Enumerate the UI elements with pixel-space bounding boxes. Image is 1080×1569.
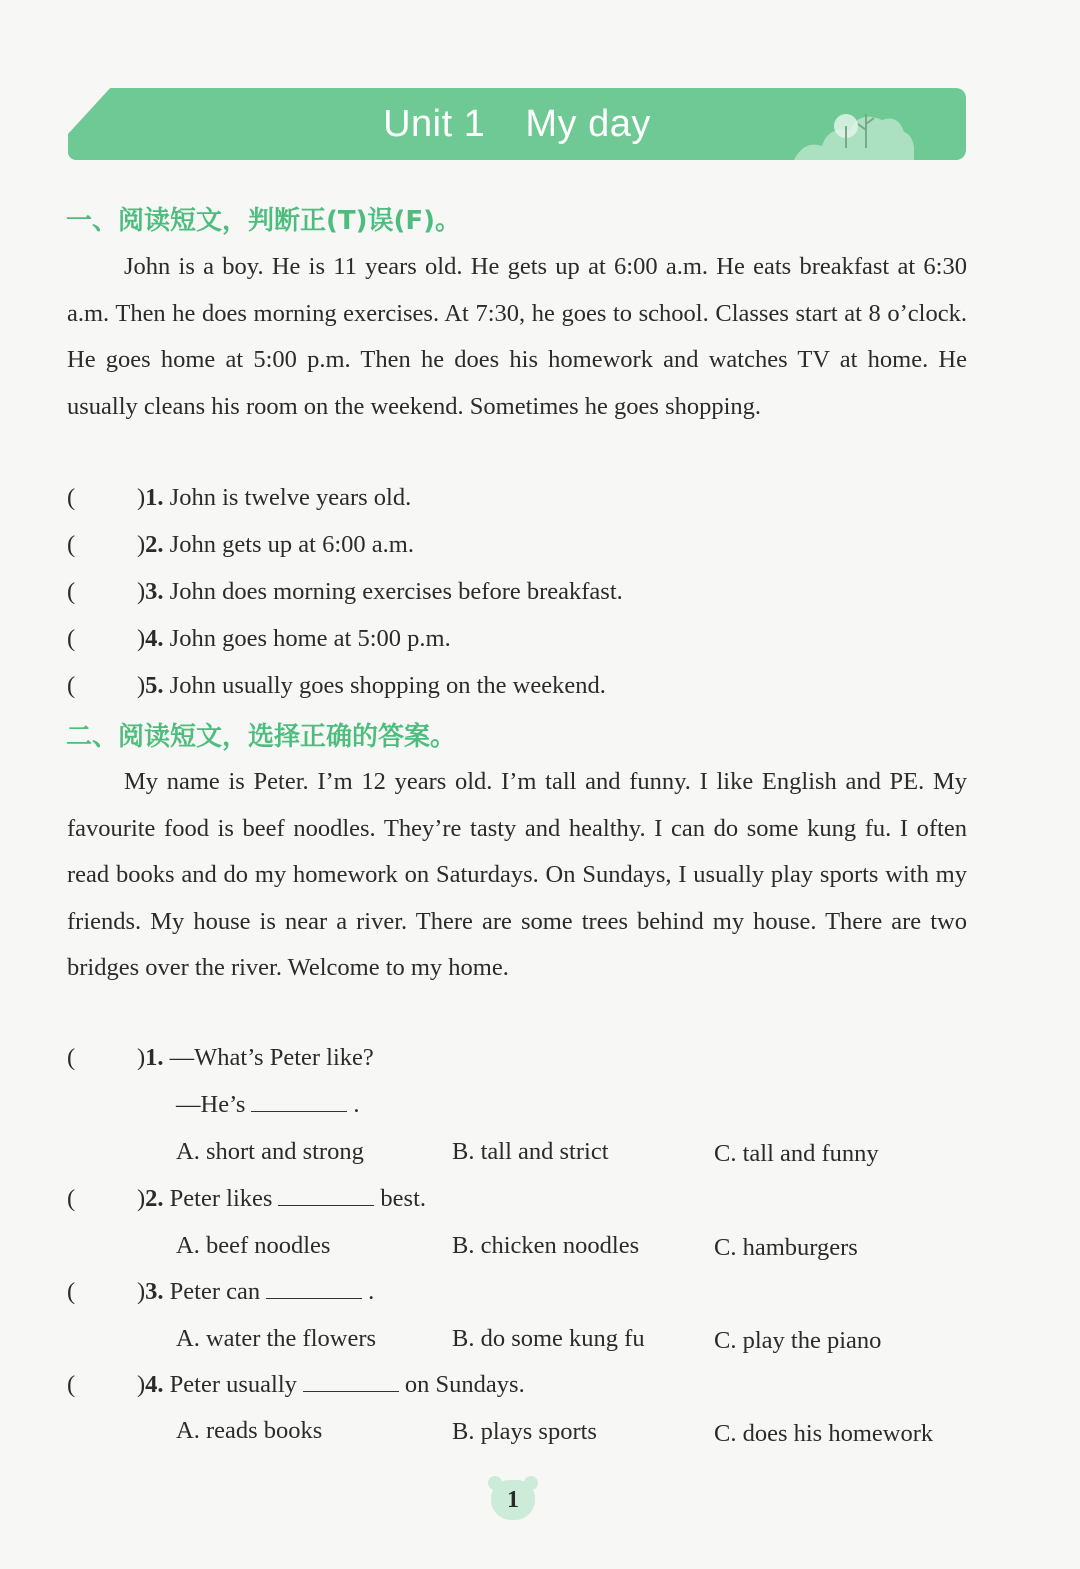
page-number: 1 [491, 1480, 535, 1520]
tf-question-5: ( )5. John usually goes shopping on the weekend. [67, 672, 606, 699]
answer-blank [278, 1185, 374, 1206]
tf-question-4: ( )4. John goes home at 5:00 p.m. [67, 625, 451, 652]
section2-title: 二、阅读短文，选择正确的答案。 [66, 722, 457, 752]
mc-question-2: ( )2. Peter likes best. [67, 1185, 427, 1212]
mc-question-4: ( )4. Peter usually on Sundays. [67, 1371, 525, 1398]
answer-blank [266, 1278, 362, 1299]
tf-question-3: ( )3. John does morning exercises before breakfast. [67, 578, 623, 605]
section1-passage: John is a boy. He is 11 years old. He gets up at 6:00 a.m. He eats breakfast at 6:30 a.m. Then he does morning exercises. At 7:30, he goes to school. Classes start at 8 o’clock. He goes home at 5:00 p.m. Then he does his homework and watches TV at home. He usually cleans his room on the weekend. Sometimes he goes shopping. [67, 253, 967, 420]
option-3c: C. play the piano [714, 1327, 882, 1354]
unit-label: Unit 1 [383, 103, 486, 145]
banner-fold [68, 86, 112, 134]
option-4a: A. reads books [176, 1417, 323, 1444]
option-4b: B. plays sports [452, 1418, 597, 1445]
mc-question-3: ( )3. Peter can . [67, 1278, 375, 1305]
section2-passage: My name is Peter. I’m 12 years old. I’m tall and funny. I like English and PE. My favourite food is beef noodles. They’re tasty and healthy. I can do some kung fu. I often read books and do my homework on Saturdays. On Sundays, I usually play sports with my friends. My house is near a river. There are some trees behind my house. There are two bridges over the river. Welcome to my home. [67, 768, 967, 981]
mc-question-1-answer-line: —He’s . [176, 1091, 360, 1118]
option-4c: C. does his homework [714, 1420, 934, 1447]
option-2c: C. hamburgers [714, 1234, 858, 1261]
answer-blank [251, 1091, 347, 1112]
option-2b: B. chicken noodles [452, 1232, 640, 1259]
option-3b: B. do some kung fu [452, 1325, 645, 1352]
tf-question-1: ( )1. John is twelve years old. [67, 484, 412, 511]
option-1b: B. tall and strict [452, 1138, 609, 1165]
cloud-tree-icon [794, 100, 914, 160]
option-2a: A. beef noodles [176, 1232, 331, 1259]
tf-question-2: ( )2. John gets up at 6:00 a.m. [67, 531, 414, 558]
section1-title: 一、阅读短文，判断正(T)误(F)。 [66, 206, 462, 236]
mc-question-1: ( )1. —What’s Peter like? [67, 1044, 374, 1071]
option-1a: A. short and strong [176, 1138, 364, 1165]
answer-blank [303, 1371, 399, 1392]
option-1c: C. tall and funny [714, 1140, 879, 1167]
unit-topic: My day [525, 103, 651, 145]
option-3a: A. water the flowers [176, 1325, 377, 1352]
unit-banner [68, 88, 966, 160]
